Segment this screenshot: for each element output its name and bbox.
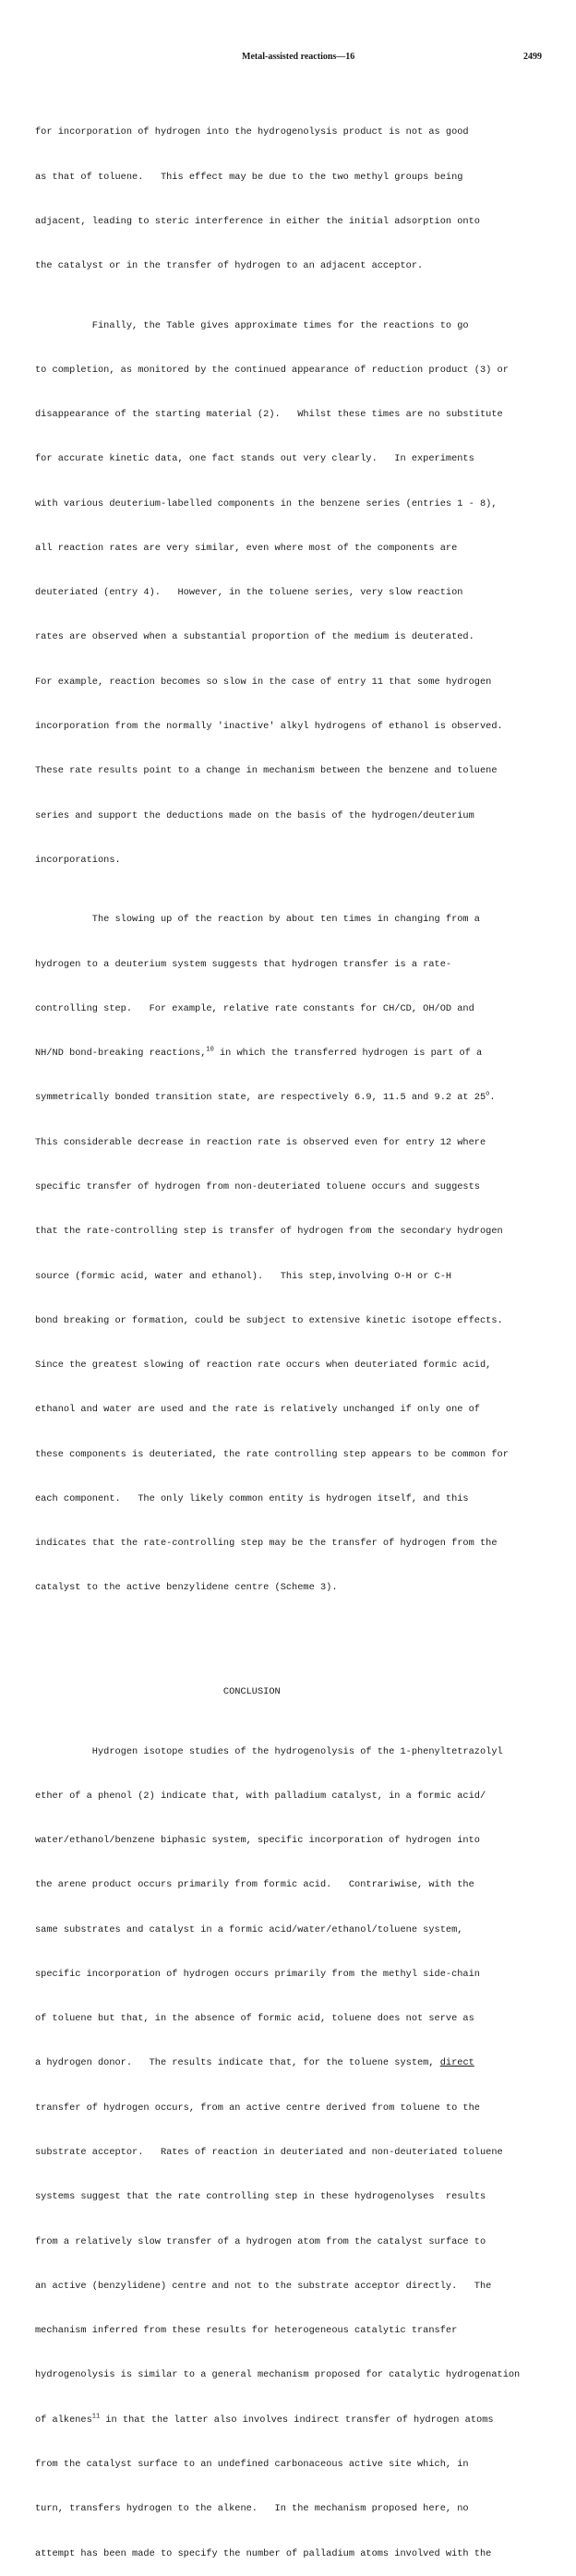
text-line: deuteriated (entry 4). However, in the toluene series, very slow reaction bbox=[35, 587, 463, 599]
text-line: indicates that the rate-controlling step may be the transfer of hydrogen from the bbox=[35, 1538, 498, 1550]
underlined-word: direct bbox=[439, 2057, 474, 2069]
page-number: 2499 bbox=[523, 52, 542, 62]
text-line: from the catalyst surface to an undefined carbonaceous active site which, in bbox=[35, 2459, 469, 2470]
text-line: ethanol and water are used and the rate is relatively unchanged if only one of bbox=[35, 1404, 480, 1416]
spacer bbox=[35, 1640, 574, 1655]
text-line: Finally, the Table gives approximate times for the reactions to go bbox=[35, 319, 469, 331]
text-line: incorporation from the normally 'inactive' alkyl hydrogens of ethanol is observed. bbox=[35, 721, 503, 733]
running-title: Metal-assisted reactions—16 bbox=[242, 52, 355, 62]
text-line: disappearance of the starting material (2). Whilst these times are no substitute bbox=[35, 409, 503, 421]
text-fragment: NH/ND bond-breaking reactions, bbox=[35, 1048, 207, 1060]
text-line: from a relatively slow transfer of a hydrogen atom from the catalyst surface to bbox=[35, 2235, 486, 2247]
reference-superscript: 11 bbox=[91, 2413, 101, 2421]
text-line: transfer of hydrogen occurs, from an active centre derived from toluene to the bbox=[35, 2102, 480, 2114]
text-line: as that of toluene. This effect may be due to the two methyl groups being bbox=[35, 171, 463, 183]
text-line: adjacent, leading to steric interference in either the initial adsorption onto bbox=[35, 215, 480, 227]
text-line: Hydrogen isotope studies of the hydrogenolysis of the 1-phenyltetrazolyl bbox=[35, 1745, 503, 1757]
text-line: incorporations. bbox=[35, 854, 121, 866]
text-line: catalyst to the active benzylidene centre (Scheme 3). bbox=[35, 1582, 338, 1594]
text-line: The slowing up of the reaction by about ten times in changing from a bbox=[35, 914, 480, 926]
text-line: specific transfer of hydrogen from non-deuteriated toluene occurs and suggests bbox=[35, 1180, 480, 1192]
text-fragment: . bbox=[489, 1092, 496, 1104]
text-line-with-degree bbox=[35, 1090, 574, 1105]
text-line: hydrogen to a deuterium system suggests that hydrogen transfer is a rate- bbox=[35, 958, 452, 970]
text-line: to completion, as monitored by the continued appearance of reduction product (3) or bbox=[35, 364, 509, 376]
text-line: ether of a phenol (2) indicate that, with palladium catalyst, in a formic acid/ bbox=[35, 1790, 486, 1802]
text-line: series and support the deductions made on the basis of the hydrogen/deuterium bbox=[35, 809, 474, 821]
text-fragment: of alkenes bbox=[35, 2414, 92, 2426]
text-line: for accurate kinetic data, one fact stands out very clearly. In experiments bbox=[35, 453, 474, 465]
text-line: substrate acceptor. Rates of reaction in deuteriated and non-deuteriated toluene bbox=[35, 2147, 503, 2159]
text-line: Since the greatest slowing of reaction rate occurs when deuteriated formic acid, bbox=[35, 1360, 492, 1372]
text-line: that the rate-controlling step is transfer of hydrogen from the secondary hydrogen bbox=[35, 1226, 503, 1238]
text-line: these components is deuteriated, the rate controlling step appears to be common for bbox=[35, 1448, 509, 1460]
text-line: rates are observed when a substantial proportion of the medium is deuterated. bbox=[35, 631, 474, 643]
text-line: bond breaking or formation, could be subject to extensive kinetic isotope effects. bbox=[35, 1314, 503, 1326]
text-line: systems suggest that the rate controlling step in these hydrogenolyses results bbox=[35, 2191, 486, 2203]
text-fragment: a hydrogen donor. The results indicate that, for the toluene system, bbox=[35, 2057, 440, 2069]
text-line-with-reference bbox=[35, 1046, 574, 1060]
text-line-with-underline bbox=[35, 2055, 574, 2070]
text-line: the catalyst or in the transfer of hydrogen to an adjacent acceptor. bbox=[35, 260, 424, 272]
text-fragment: in that the latter also involves indirect transfer of hydrogen atoms bbox=[100, 2414, 494, 2426]
text-fragment: in which the transferred hydrogen is part of a bbox=[213, 1048, 483, 1060]
text-line: specific incorporation of hydrogen occurs primarily from the methyl side-chain bbox=[35, 1968, 480, 1980]
text-line: For example, reaction becomes so slow in the case of entry 11 that some hydrogen bbox=[35, 676, 492, 688]
text-line-with-reference bbox=[35, 2413, 574, 2427]
text-line: for incorporation of hydrogen into the hydrogenolysis product is not as good bbox=[35, 126, 469, 138]
degree-superscript: o bbox=[486, 1090, 490, 1098]
text-line: water/ethanol/benzene biphasic system, specific incorporation of hydrogen into bbox=[35, 1835, 480, 1847]
text-line: of toluene but that, in the absence of formic acid, toluene does not serve as bbox=[35, 2013, 474, 2025]
section-heading: CONCLUSION bbox=[35, 1686, 281, 1698]
text-line: mechanism inferred from these results for heterogeneous catalytic transfer bbox=[35, 2325, 458, 2337]
text-line: with various deuterium-labelled components in the benzene series (entries 1 - 8), bbox=[35, 497, 498, 509]
text-line: hydrogenolysis is similar to a general mechanism proposed for catalytic hydrogenation bbox=[35, 2369, 521, 2381]
text-line: These rate results point to a change in mechanism between the benzene and toluene bbox=[35, 765, 498, 777]
text-line: attempt has been made to specify the number of palladium atoms involved with the bbox=[35, 2547, 492, 2559]
page-header bbox=[0, 52, 576, 66]
text-fragment: symmetrically bonded transition state, are respectively 6.9, 11.5 and 9.2 at 25 bbox=[35, 1092, 486, 1104]
text-line: turn, transfers hydrogen to the alkene. In the mechanism proposed here, no bbox=[35, 2503, 469, 2515]
text-line: source (formic acid, water and ethanol). This step,involving O-H or C-H bbox=[35, 1270, 452, 1282]
text-line: all reaction rates are very similar, even where most of the components are bbox=[35, 542, 458, 554]
text-line: same substrates and catalyst in a formic acid/water/ethanol/toluene system, bbox=[35, 1923, 463, 1935]
text-line: This considerable decrease in reaction rate is observed even for entry 12 where bbox=[35, 1136, 486, 1148]
text-line: the arene product occurs primarily from formic acid. Contrariwise, with the bbox=[35, 1879, 474, 1891]
text-line: controlling step. For example, relative rate constants for CH/CD, OH/OD and bbox=[35, 1002, 474, 1014]
text-line: each component. The only likely common entity is hydrogen itself, and this bbox=[35, 1492, 469, 1504]
reference-superscript: 10 bbox=[206, 1046, 214, 1054]
text-line: an active (benzylidene) centre and not to the substrate acceptor directly. The bbox=[35, 2280, 492, 2292]
article-body bbox=[35, 80, 574, 2576]
